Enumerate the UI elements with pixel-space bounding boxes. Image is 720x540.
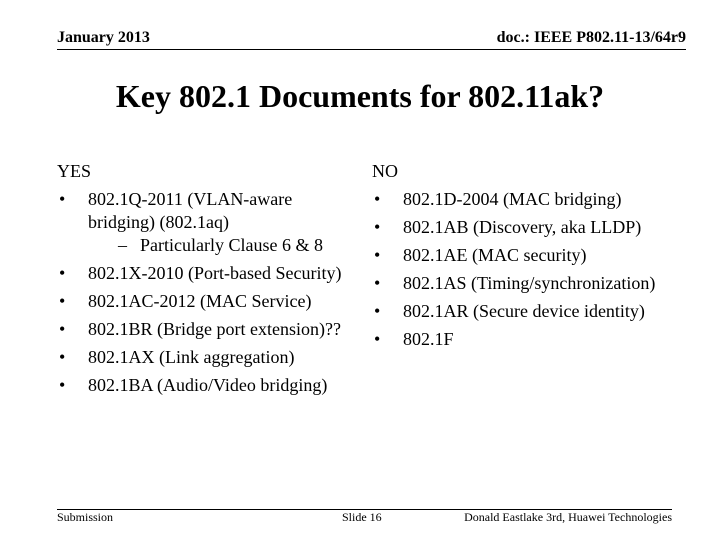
sub-list-item-text: Particularly Clause 6 & 8	[140, 235, 323, 255]
sub-list-item	[88, 234, 357, 257]
footer-slide-number: Slide 16	[342, 510, 382, 524]
list-item-text: 802.1AR (Secure device identity)	[403, 301, 645, 321]
list-item-text: 802.1AB (Discovery, aka LLDP)	[403, 217, 642, 237]
list-item	[372, 188, 672, 211]
header-divider	[57, 49, 686, 50]
list-item-text: 802.1BA (Audio/Video bridging)	[88, 375, 328, 395]
footer-submission: Submission	[57, 510, 114, 524]
list-item-text: 802.1BR (Bridge port extension)??	[88, 319, 341, 339]
no-heading: NO	[372, 161, 398, 181]
list-item-text: 802.1AC-2012 (MAC Service)	[88, 291, 312, 311]
list-item	[372, 244, 672, 267]
header-doc-id: doc.: IEEE P802.11-13/64r9	[496, 29, 686, 46]
bullet-icon: •	[374, 273, 381, 293]
slide-title: Key 802.1 Documents for 802.11ak?	[115, 78, 605, 114]
list-item-text: 802.1D-2004 (MAC bridging)	[403, 189, 622, 209]
list-item-text: 802.1AS (Timing/synchronization)	[403, 273, 656, 293]
list-item	[372, 328, 672, 351]
list-item-text: 802.1X-2010 (Port-based Security)	[88, 263, 342, 283]
list-item	[372, 300, 672, 323]
no-list	[372, 188, 672, 351]
bullet-icon: •	[374, 217, 381, 237]
list-item-text: 802.1F	[403, 329, 454, 349]
list-item-text: 802.1AE (MAC security)	[403, 245, 587, 265]
bullet-icon: •	[59, 263, 66, 283]
bullet-icon: •	[59, 347, 66, 367]
header-date: January 2013	[57, 29, 150, 46]
yes-column	[57, 160, 357, 402]
bullet-icon: •	[59, 319, 66, 339]
yes-list	[57, 188, 357, 397]
bullet-icon: •	[59, 189, 66, 209]
footer-author: Donald Eastlake 3rd, Huawei Technologies	[464, 510, 672, 524]
yes-heading: YES	[57, 161, 92, 181]
list-item-text: 802.1AX (Link aggregation)	[88, 347, 295, 367]
bullet-icon: •	[374, 329, 381, 349]
no-column	[372, 160, 672, 356]
list-item-text: 802.1Q-2011 (VLAN-aware bridging) (802.1aq)	[88, 189, 293, 232]
list-item	[57, 290, 357, 313]
dash-icon: –	[118, 235, 127, 255]
bullet-icon: •	[59, 375, 66, 395]
bullet-icon: •	[374, 301, 381, 321]
bullet-icon: •	[59, 291, 66, 311]
bullet-icon: •	[374, 189, 381, 209]
bullet-icon: •	[374, 245, 381, 265]
list-item	[57, 346, 357, 369]
list-item	[57, 262, 357, 285]
list-item	[372, 216, 672, 239]
list-item	[372, 272, 672, 295]
list-item	[57, 374, 357, 397]
list-item	[57, 188, 357, 257]
list-item	[57, 318, 357, 341]
